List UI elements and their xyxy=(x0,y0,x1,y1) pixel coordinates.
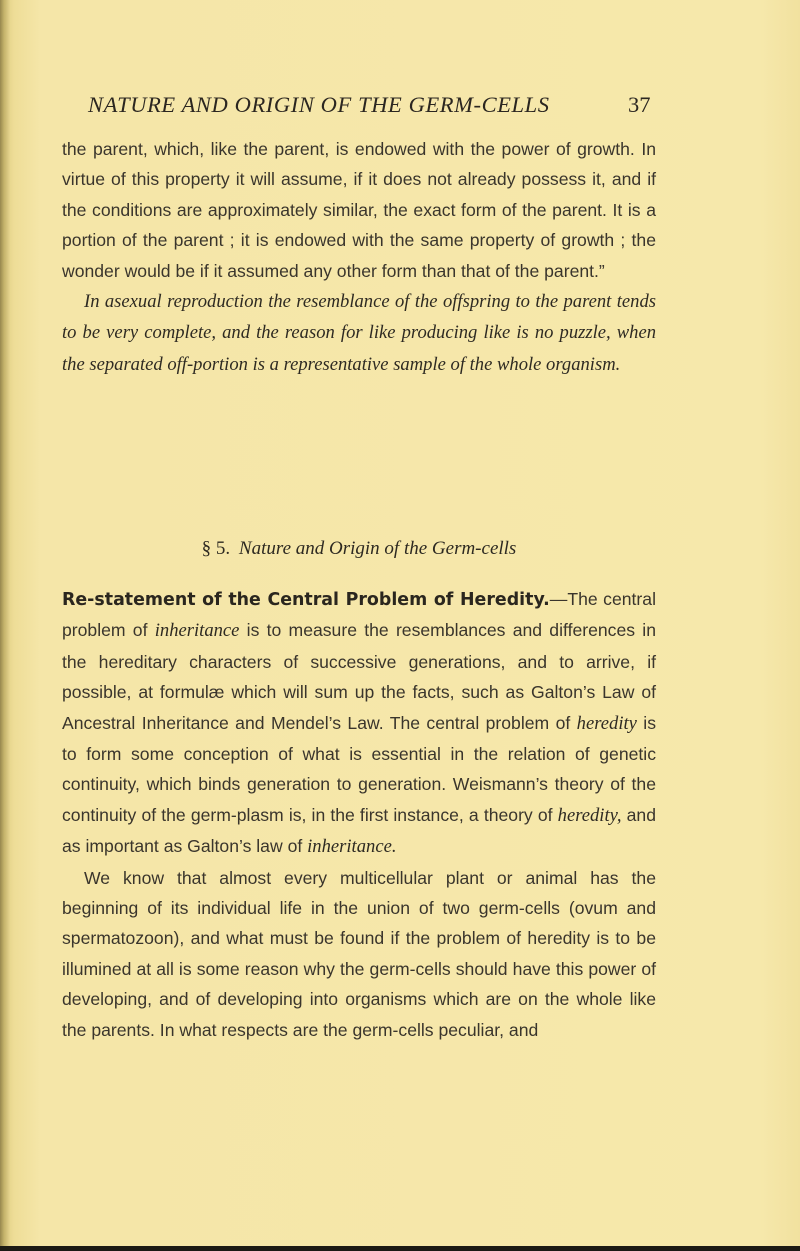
restatement-text-1: —The central problem of xyxy=(62,589,656,641)
section-title: Nature and Origin of the Germ-cells xyxy=(238,538,517,559)
paragraph-continuation: the parent, which, like the parent, is endowed with the power of growth. In virtue of this property it will assume, if it does not already possess it, and if the conditions are approximately similar, the exact form of the parent. It is a portion of the parent ; it is endowed with the same property of growth ; the wonder would be if it assumed any other form than that of the parent.” xyxy=(62,139,656,281)
section-number: § 5. xyxy=(201,538,231,559)
running-title: NATURE AND ORIGIN OF THE GERM-CELLS xyxy=(88,92,550,117)
paragraph-italic-summary xyxy=(62,286,656,380)
restatement-text-3: is to form some conception of what is essential in the relation of genetic continuity, which binds generation to generation. Weismann’s theory of the continuity of the germ-plasm is, in the first instance, a theory of xyxy=(62,712,657,825)
top-text-block xyxy=(62,134,656,380)
restatement-text-4: and as important as Galton’s law of xyxy=(62,804,656,857)
restatement-heading: Re-statement of the Central Problem of Heredity. xyxy=(62,590,550,610)
restatement-italic-1: inheritance xyxy=(154,620,240,642)
main-text-block xyxy=(62,584,656,1045)
restatement-italic-4: inheritance. xyxy=(307,836,397,858)
italic-summary-text: In asexual reproduction the resemblance of the offspring to the parent tends to be very complete, and the reason for like producing like is no puzzle, when the separated off-portion is a representative sample of the whole organism. xyxy=(62,291,656,375)
restatement-italic-2: heredity xyxy=(576,712,637,734)
paragraph-germ-cells: We know that almost every multicellular plant or animal has the beginning of its individual life in the union of two germ-cells (ovum and spermatozoon), and what must be found if the problem of heredity is to be illumined at all is some reason why the germ-cells should have this power of developing, and of developing into organisms which are on the whole like the parents. In what respects are the germ-cells peculiar, and xyxy=(62,867,656,1040)
bottom-rule xyxy=(0,1246,800,1251)
paragraph-restatement xyxy=(62,584,656,863)
binding-edge xyxy=(0,0,10,1251)
section-heading xyxy=(62,538,656,560)
page-number: 37 xyxy=(628,92,651,117)
restatement-text-2: is to measure the resemblances and differences in the hereditary characters of successive generations, and to arrive, if possible, at formulæ which will sum up the facts, such as Galton’s Law of Ancestral Inheritance and Mendel’s Law. The central problem of xyxy=(62,620,656,733)
restatement-italic-3: heredity, xyxy=(557,804,622,826)
